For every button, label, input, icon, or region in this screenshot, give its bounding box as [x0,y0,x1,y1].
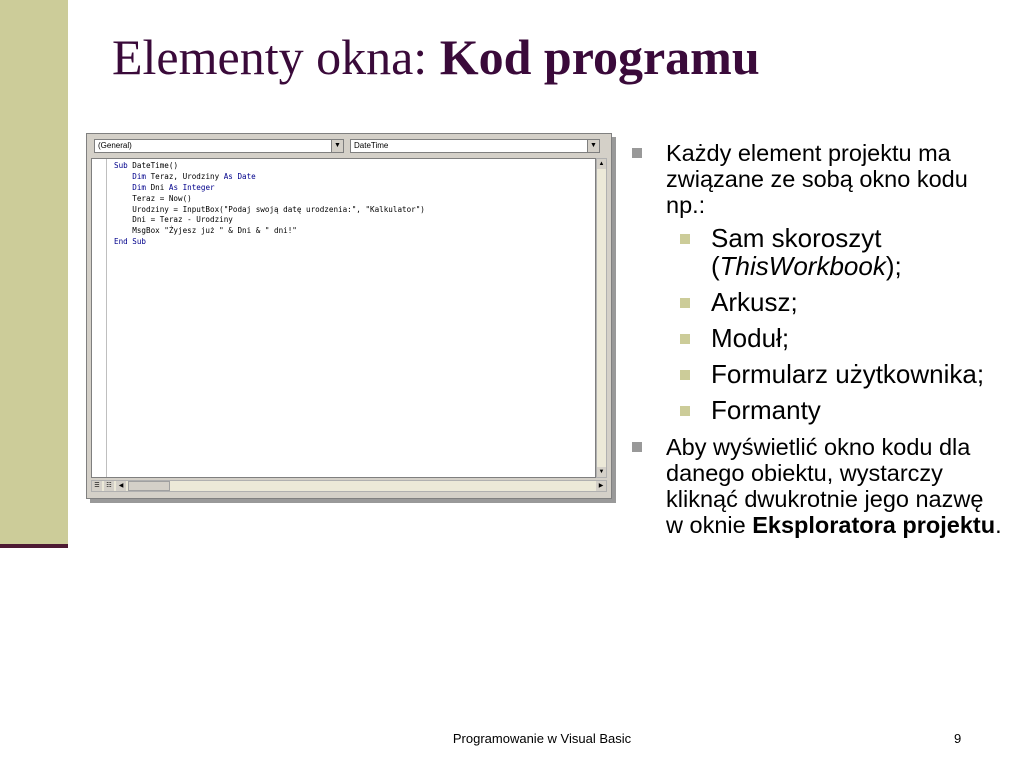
code-margin [92,159,107,477]
sub-bullet-item: Moduł; [666,324,1002,352]
code-line [114,172,425,183]
code-window-screenshot [86,133,612,499]
code-line [114,161,425,172]
workbook-italic: ThisWorkbook [719,251,886,281]
scroll-thumb[interactable] [128,481,170,491]
code-editor[interactable] [91,158,596,478]
bullet-list [632,140,1002,548]
object-combo[interactable] [94,139,344,153]
page-number: 9 [954,731,962,746]
code-text: DateTime() [132,161,179,170]
title-bold: Kod programu [439,29,760,85]
scroll-right-icon[interactable]: ▶ [596,481,606,491]
code-text: Teraz, Urodziny [150,171,224,181]
code-text: Teraz = Now() [114,193,192,203]
sidebar-decoration [0,0,68,546]
sub-bullet-item: Formanty [666,396,1002,424]
sub-bullet-item: Arkusz; [666,288,1002,316]
code-line [114,183,425,194]
sub-bullet-list [666,224,1002,424]
code-text: MsgBox "Żyjesz już " & Dni & " dni!" [114,226,297,236]
workbook-prefix: Sam skoroszyt ( [711,223,882,281]
bullet-suffix: . [995,512,1002,538]
code-keyword: As Date [223,171,256,181]
sub-bullet-item: Formularz użytkownika; [666,360,1002,388]
code-lines [114,161,425,248]
vertical-scrollbar[interactable] [596,158,607,478]
bullet-text-first: Każdy element projektu ma związane ze sobą okno kodu np.: [666,140,968,218]
workbook-suffix: ); [885,251,902,281]
code-line [114,237,425,248]
code-keyword: Sub [114,161,133,170]
code-keyword: As Integer [168,182,215,192]
scroll-up-icon[interactable]: ▲ [598,161,605,167]
code-line [114,194,425,205]
sidebar-rule [0,544,68,548]
title-plain: Elementy okna: [112,29,440,85]
chevron-down-icon[interactable]: ▼ [331,140,343,152]
code-keyword: Dim [114,182,151,192]
footer-title: Programowanie w Visual Basic [452,731,632,746]
scroll-left-icon[interactable]: ◀ [116,481,126,491]
code-line [114,215,425,226]
chevron-down-icon[interactable]: ▼ [587,140,599,152]
procedure-view-icon[interactable]: ☰ [92,481,102,491]
code-text: Dni [150,182,169,192]
code-keyword: Dim [114,171,151,181]
code-line [114,205,425,216]
full-module-view-icon[interactable]: ☷ [104,481,114,491]
bullet-bold: Eksploratora projektu [752,512,996,538]
sub-bullet-item [666,224,1002,280]
code-text: Urodziny = InputBox("Podaj swoją datę urodzenia:", "Kalkulator") [114,204,425,214]
code-line [114,226,425,237]
bullet-item [632,140,1002,424]
procedure-combo[interactable] [350,139,600,153]
slide-title [112,28,760,86]
object-combo-value: (General) [98,141,132,150]
scroll-down-icon[interactable]: ▼ [598,469,605,475]
code-text: Dni = Teraz - Urodziny [114,215,233,225]
procedure-combo-value: DateTime [354,141,389,150]
bullet-text-second: Aby wyświetlić okno kodu dla danego obiektu, wystarczy kliknąć dwukrotnie jego nazwę w oknie [666,434,984,538]
code-keyword: End Sub [114,237,147,247]
horizontal-scrollbar[interactable] [91,480,607,492]
bullet-item [632,434,1002,538]
